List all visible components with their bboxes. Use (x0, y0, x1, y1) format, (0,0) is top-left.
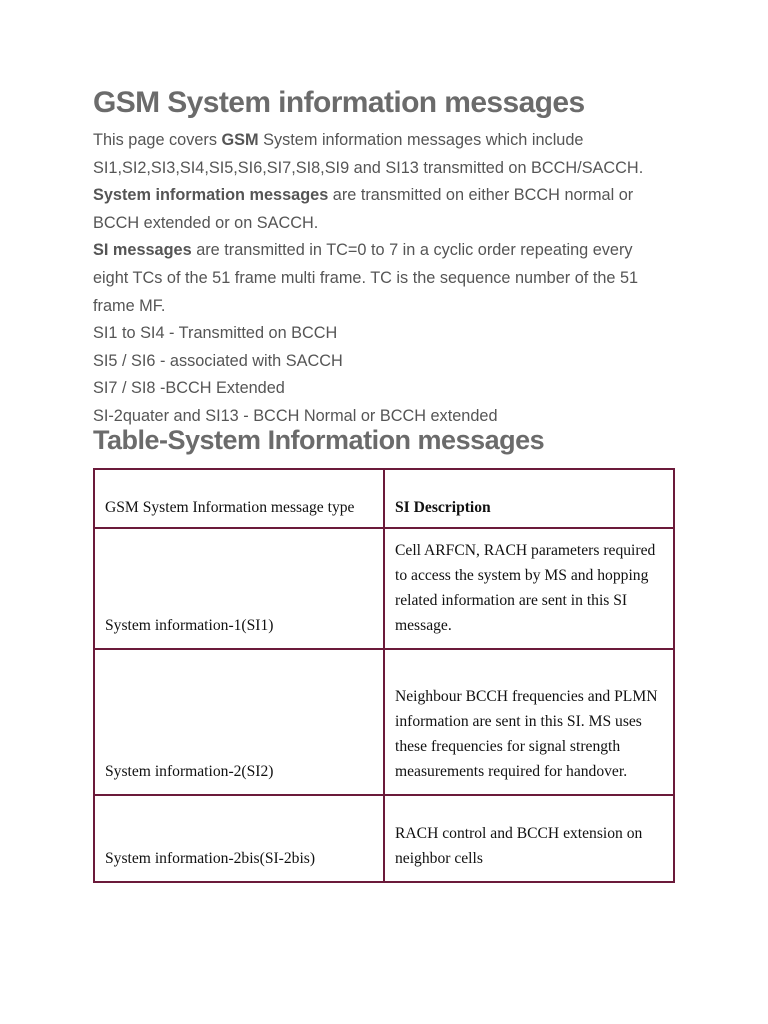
intro-text (93, 127, 693, 431)
description-cell: Neighbour BCCH frequencies and PLMN information are sent in this SI. MS uses these frequencies for signal strength measurements required for handover. (384, 649, 674, 795)
table-row (94, 528, 674, 649)
intro-line: frame MF. (93, 296, 166, 315)
intro-line (93, 182, 693, 210)
intro-line: SI1 to SI4 - Transmitted on BCCH (93, 324, 338, 343)
text-span: This page covers (93, 131, 222, 149)
intro-line: SI-2quater and SI13 - BCCH Normal or BCCH extended (93, 406, 498, 425)
column-header-description: SI Description (384, 469, 674, 528)
message-type-cell: System information-2(SI2) (94, 649, 384, 795)
bold-term: SI messages (93, 241, 192, 260)
si-table (93, 468, 675, 883)
table-title: Table-System Information messages (93, 425, 545, 455)
description-cell: Cell ARFCN, RACH parameters required to access the system by MS and hopping related information are sent in this SI message. (384, 528, 674, 649)
page-title: GSM System information messages (93, 86, 585, 119)
message-type-cell: System information-1(SI1) (94, 528, 384, 649)
bold-term: GSM (221, 131, 259, 149)
column-header-type: GSM System Information message type (94, 469, 384, 528)
intro-line (93, 127, 693, 155)
message-type-cell: System information-2bis(SI-2bis) (94, 795, 384, 882)
table-row (94, 649, 674, 795)
intro-line (93, 237, 693, 265)
description-cell: RACH control and BCCH extension on neighbor cells (384, 795, 674, 882)
table-row (94, 795, 674, 882)
table-header-row (94, 469, 674, 528)
intro-line: SI7 / SI8 -BCCH Extended (93, 379, 285, 398)
intro-line: SI5 / SI6 - associated with SACCH (93, 351, 343, 370)
bold-term: System information messages (93, 186, 329, 205)
text-span: System information messages which include (258, 131, 584, 149)
text-span: are transmitted in TC=0 to 7 in a cyclic order repeating every (191, 241, 633, 260)
text-span: are transmitted on either BCCH normal or (328, 186, 634, 205)
intro-line: SI1,SI2,SI3,SI4,SI5,SI6,SI7,SI8,SI9 and SI13 transmitted on BCCH/SACCH. (93, 158, 644, 177)
intro-line: BCCH extended or on SACCH. (93, 213, 319, 232)
intro-line: eight TCs of the 51 frame multi frame. TC is the sequence number of the 51 (93, 268, 639, 287)
